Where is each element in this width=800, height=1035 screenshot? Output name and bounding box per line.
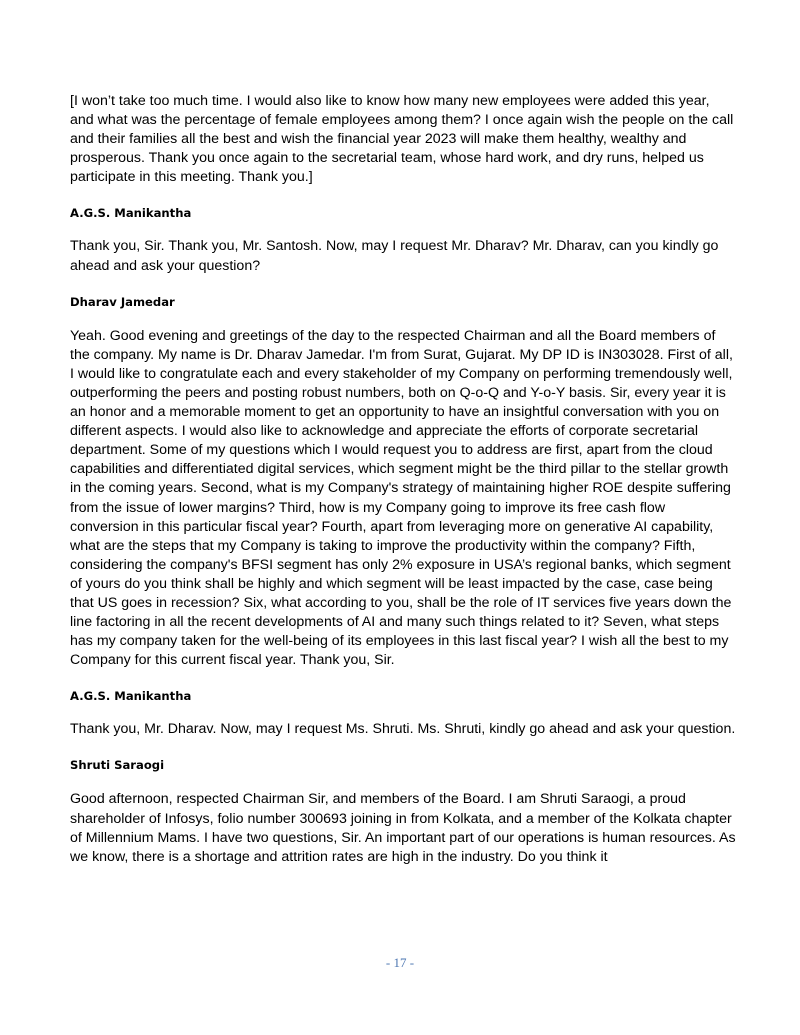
transcript-page — [70, 92, 736, 867]
speaker-name: Dharav Jamedar — [70, 294, 175, 309]
paragraph-moderator: Thank you, Mr. Dharav. Now, may I request Ms. Shruti. Ms. Shruti, kindly go ahead and ask your question. — [70, 721, 736, 738]
speaker-name: Shruti Saraogi — [70, 758, 165, 773]
paragraph-question: Good afternoon, respected Chairman Sir, and members of the Board. I am Shruti Saraogi, a proud shareholder of Infosys, folio number 300693 joining in from Kolkata, and a member of the Kolkata chapter of Millennium Mams. I have two questions, Sir. An important part of our operations is human resources. As we know, there is a shortage and attrition rates are high in the industry. Do you think it — [70, 791, 736, 865]
speaker-name: A.G.S. Manikantha — [70, 206, 192, 221]
page-number: - 17 - — [385, 955, 415, 970]
speaker-name: A.G.S. Manikantha — [70, 689, 192, 704]
paragraph-moderator: Thank you, Sir. Thank you, Mr. Santosh. Now, may I request Mr. Dharav? Mr. Dharav, can you kindly go ahead and ask your question? — [70, 238, 719, 274]
paragraph-question: Yeah. Good evening and greetings of the day to the respected Chairman and all the Board members of the company. My name is Dr. Dharav Jamedar. I'm from Surat, Gujarat. My DP ID is IN303028. First of all, I would like to congratulate each and every stakeholder of my Company on performing tremendously well, outperforming the peers and posting robust numbers, both on Q-o-Q and Y-o-Y basis. Sir, every year it is an honor and a memorable moment to get an opportunity to have an insightful conversation with you on different aspects. I would also like to acknowledge and appreciate the efforts of corporate secretarial department. Some of my questions which I would request you to address are first, apart from the cloud capabilities and differentiated digital services, which segment might be the third pillar to the stellar growth in the coming years. Second, what is my Company's strategy of maintaining higher ROE despite suffering from the issue of lower margins? Third, how is my Company going to improve its free cash flow conversion in this particular fiscal year? Fourth, apart from leveraging more on generative AI capability, what are the steps that my Company is taking to improve the productivity within the company? Fifth, considering the company's BFSI segment has only 2% exposure in USA’s regional banks, which segment of yours do you think shall be highly and which segment will be least impacted by the case, case being that US goes in recession? Six, what according to you, shall be the role of IT services five years down the line factoring in all the recent developments of AI and many such things related to it? Seven, what steps has my company taken for the well-being of its employees in this last fiscal year? I wish all the best to my Company for this current fiscal year. Thank you, Sir. — [70, 327, 733, 669]
paragraph-continuation: [I won’t take too much time. I would also like to know how many new employees were added this year, and what was the percentage of female employees among them? I once again wish the people on the call and their families all the best and wish the financial year 2023 will make them healthy, wealthy and prosperous. Thank you once again to the secretarial team, whose hard work, and dry runs, helped us participate in this meeting. Thank you.] — [70, 93, 734, 186]
